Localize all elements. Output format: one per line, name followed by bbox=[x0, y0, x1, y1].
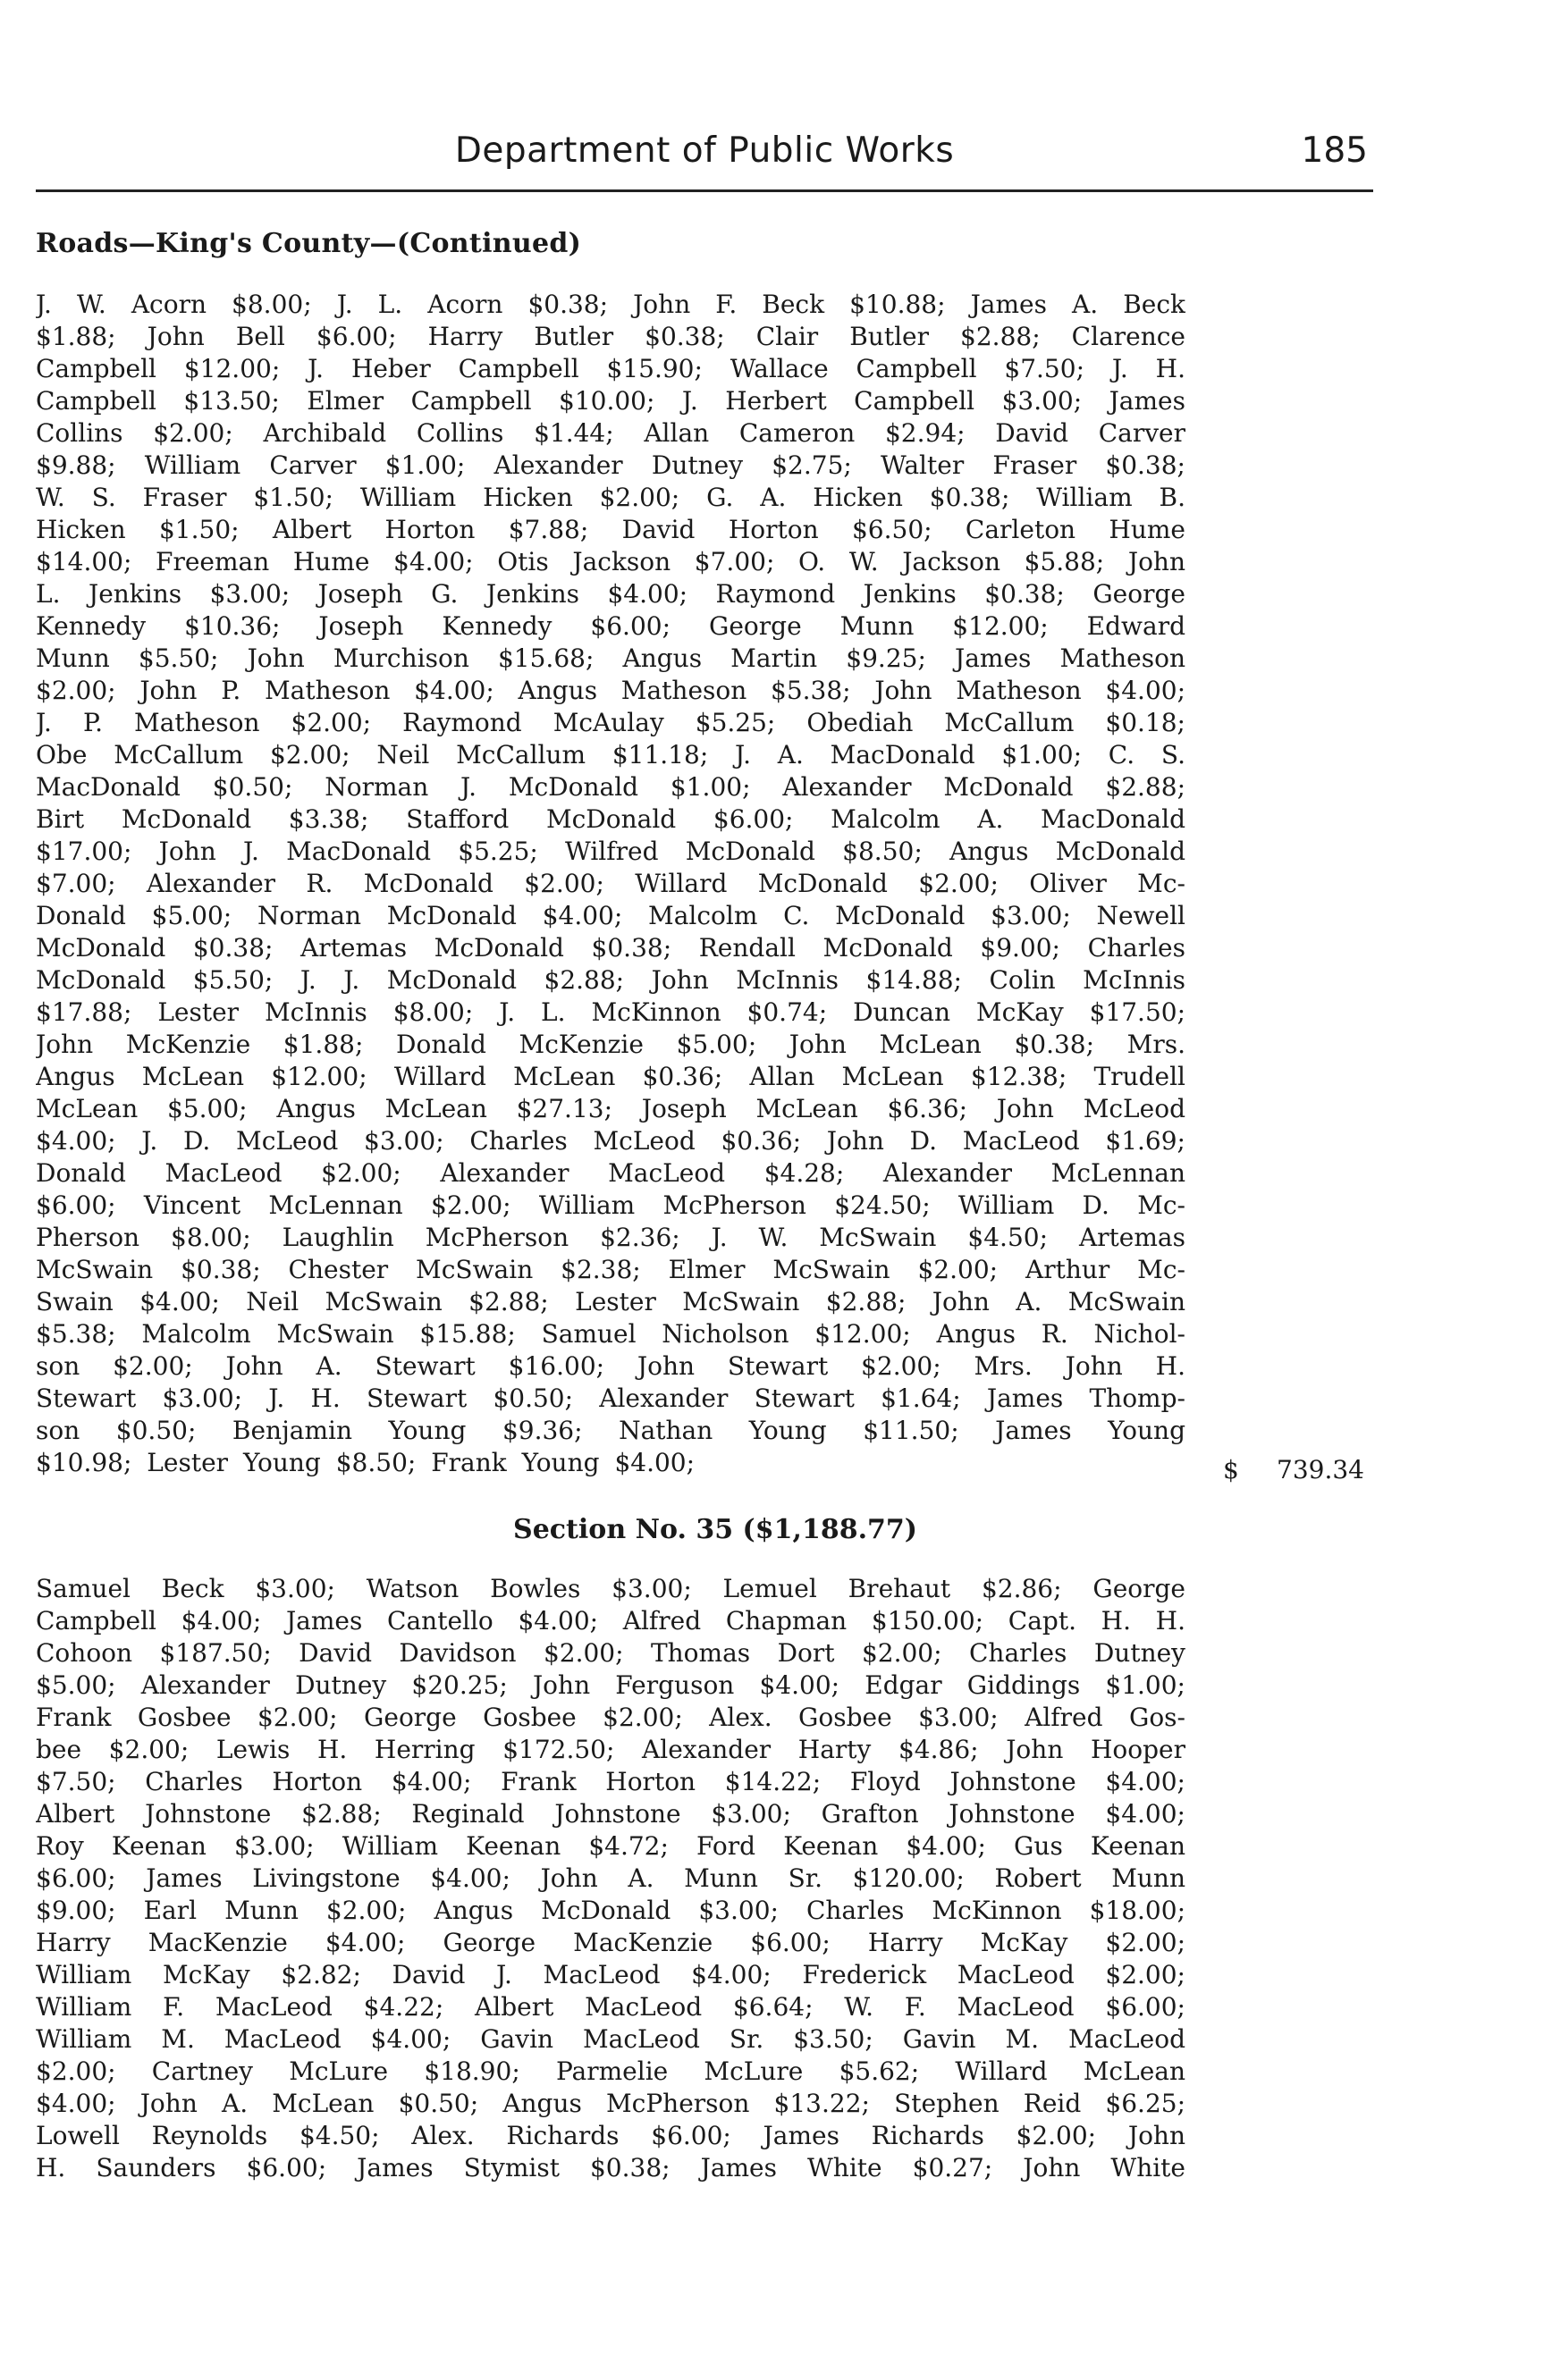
text-line: bee $2.00; Lewis H. Herring $172.50; Alexander Harty $4.86; John Hooper bbox=[36, 1735, 1185, 1764]
text-line: Campbell $12.00; J. Heber Campbell $15.90; Wallace Campbell $7.50; J. H. bbox=[36, 354, 1185, 383]
text-line: $17.88; Lester McInnis $8.00; J. L. McKinnon $0.74; Duncan McKay $17.50; bbox=[36, 997, 1185, 1027]
page-header bbox=[36, 125, 1373, 188]
section-body-kings-county bbox=[36, 289, 1185, 1479]
text-line: Cohoon $187.50; David Davidson $2.00; Thomas Dort $2.00; Charles Dutney bbox=[36, 1638, 1185, 1668]
text-line: L. Jenkins $3.00; Joseph G. Jenkins $4.00; Raymond Jenkins $0.38; George bbox=[36, 579, 1185, 609]
text-line: Campbell $13.50; Elmer Campbell $10.00; J. Herbert Campbell $3.00; James bbox=[36, 386, 1185, 416]
text-line: son $0.50; Benjamin Young $9.36; Nathan Young $11.50; James Young bbox=[36, 1416, 1185, 1445]
text-line: Harry MacKenzie $4.00; George MacKenzie $6.00; Harry McKay $2.00; bbox=[36, 1928, 1185, 1957]
text-line: $7.00; Alexander R. McDonald $2.00; Willard McDonald $2.00; Oliver Mc- bbox=[36, 869, 1185, 898]
text-line: $6.00; James Livingstone $4.00; John A. Munn Sr. $120.00; Robert Munn bbox=[36, 1863, 1185, 1893]
section-body-section-35 bbox=[36, 1573, 1185, 2184]
text-line: Lowell Reynolds $4.50; Alex. Richards $6.00; James Richards $2.00; John bbox=[36, 2121, 1185, 2150]
text-line: Albert Johnstone $2.88; Reginald Johnstone $3.00; Grafton Johnstone $4.00; bbox=[36, 1799, 1185, 1829]
text-line: Donald MacLeod $2.00; Alexander MacLeod $4.28; Alexander McLennan bbox=[36, 1158, 1185, 1188]
text-line: Birt McDonald $3.38; Stafford McDonald $6.00; Malcolm A. MacDonald bbox=[36, 804, 1185, 834]
text-line: McSwain $0.38; Chester McSwain $2.38; Elmer McSwain $2.00; Arthur Mc- bbox=[36, 1255, 1185, 1284]
text-line: Munn $5.50; John Murchison $15.68; Angus Martin $9.25; James Matheson bbox=[36, 643, 1185, 673]
text-line: $1.88; John Bell $6.00; Harry Butler $0.38; Clair Butler $2.88; Clarence bbox=[36, 322, 1185, 351]
text-line: Pherson $8.00; Laughlin McPherson $2.36; J. W. McSwain $4.50; Artemas bbox=[36, 1223, 1185, 1252]
text-line: $6.00; Vincent McLennan $2.00; William McPherson $24.50; William D. Mc- bbox=[36, 1190, 1185, 1220]
text-line: $4.00; J. D. McLeod $3.00; Charles McLeod $0.36; John D. MacLeod $1.69; bbox=[36, 1126, 1185, 1156]
text-line: McDonald $0.38; Artemas McDonald $0.38; Rendall McDonald $9.00; Charles bbox=[36, 933, 1185, 963]
total-dollar-sign: $ bbox=[1223, 1455, 1239, 1484]
text-line: $14.00; Freeman Hume $4.00; Otis Jackson $7.00; O. W. Jackson $5.88; John bbox=[36, 547, 1185, 576]
text-line: William M. MacLeod $4.00; Gavin MacLeod Sr. $3.50; Gavin M. MacLeod bbox=[36, 2024, 1185, 2054]
text-line: J. W. Acorn $8.00; J. L. Acorn $0.38; John F. Beck $10.88; James A. Beck bbox=[36, 290, 1185, 319]
text-line: Kennedy $10.36; Joseph Kennedy $6.00; George Munn $12.00; Edward bbox=[36, 611, 1185, 641]
text-line: Frank Gosbee $2.00; George Gosbee $2.00; Alex. Gosbee $3.00; Alfred Gos- bbox=[36, 1703, 1185, 1732]
text-line: McDonald $5.50; J. J. McDonald $2.88; John McInnis $14.88; Colin McInnis bbox=[36, 965, 1185, 995]
section-total-amount: 739.34 bbox=[1277, 1455, 1364, 1484]
text-line: $9.00; Earl Munn $2.00; Angus McDonald $3.00; Charles McKinnon $18.00; bbox=[36, 1896, 1185, 1925]
text-line: W. S. Fraser $1.50; William Hicken $2.00; G. A. Hicken $0.38; William B. bbox=[36, 483, 1185, 512]
text-line: Donald $5.00; Norman McDonald $4.00; Malcolm C. McDonald $3.00; Newell bbox=[36, 901, 1185, 930]
text-line: MacDonald $0.50; Norman J. McDonald $1.00; Alexander McDonald $2.88; bbox=[36, 772, 1185, 802]
section-heading-kings-county: Roads—King's County—(Continued) bbox=[36, 228, 582, 259]
text-line: $5.38; Malcolm McSwain $15.88; Samuel Nicholson $12.00; Angus R. Nichol- bbox=[36, 1319, 1185, 1349]
text-line: William McKay $2.82; David J. MacLeod $4.00; Frederick MacLeod $2.00; bbox=[36, 1960, 1185, 1989]
header-rule bbox=[36, 189, 1373, 192]
text-line: Stewart $3.00; J. H. Stewart $0.50; Alexander Stewart $1.64; James Thomp- bbox=[36, 1383, 1185, 1413]
text-line: Collins $2.00; Archibald Collins $1.44; Allan Cameron $2.94; David Carver bbox=[36, 418, 1185, 448]
text-line: $4.00; John A. McLean $0.50; Angus McPherson $13.22; Stephen Reid $6.25; bbox=[36, 2089, 1185, 2118]
page-number: 185 bbox=[1301, 130, 1368, 171]
text-line: Angus McLean $12.00; Willard McLean $0.36; Allan McLean $12.38; Trudell bbox=[36, 1062, 1185, 1091]
text-line: $2.00; Cartney McLure $18.90; Parmelie McLure $5.62; Willard McLean bbox=[36, 2056, 1185, 2086]
text-line: John McKenzie $1.88; Donald McKenzie $5.00; John McLean $0.38; Mrs. bbox=[36, 1030, 1185, 1059]
text-line: $10.98; Lester Young $8.50; Frank Young $4.00; bbox=[36, 1448, 696, 1477]
text-line: William F. MacLeod $4.22; Albert MacLeod $6.64; W. F. MacLeod $6.00; bbox=[36, 1992, 1185, 2022]
text-line: Campbell $4.00; James Cantello $4.00; Alfred Chapman $150.00; Capt. H. H. bbox=[36, 1606, 1185, 1636]
text-line: $9.88; William Carver $1.00; Alexander Dutney $2.75; Walter Fraser $0.38; bbox=[36, 450, 1185, 480]
text-line: H. Saunders $6.00; James Stymist $0.38; James White $0.27; John White bbox=[36, 2153, 1185, 2182]
text-line: Hicken $1.50; Albert Horton $7.88; David Horton $6.50; Carleton Hume bbox=[36, 515, 1185, 544]
text-line: $2.00; John P. Matheson $4.00; Angus Matheson $5.38; John Matheson $4.00; bbox=[36, 676, 1185, 705]
section-heading-section-35: Section No. 35 ($1,188.77) bbox=[513, 1514, 917, 1545]
page-title: Department of Public Works bbox=[454, 130, 955, 171]
text-line: son $2.00; John A. Stewart $16.00; John Stewart $2.00; Mrs. John H. bbox=[36, 1351, 1185, 1381]
text-line: J. P. Matheson $2.00; Raymond McAulay $5.25; Obediah McCallum $0.18; bbox=[36, 708, 1185, 737]
text-line: Swain $4.00; Neil McSwain $2.88; Lester McSwain $2.88; John A. McSwain bbox=[36, 1287, 1185, 1316]
text-line: Roy Keenan $3.00; William Keenan $4.72; Ford Keenan $4.00; Gus Keenan bbox=[36, 1831, 1185, 1861]
text-line: McLean $5.00; Angus McLean $27.13; Joseph McLean $6.36; John McLeod bbox=[36, 1094, 1185, 1123]
text-line: $5.00; Alexander Dutney $20.25; John Ferguson $4.00; Edgar Giddings $1.00; bbox=[36, 1670, 1185, 1700]
text-line: $7.50; Charles Horton $4.00; Frank Horton $14.22; Floyd Johnstone $4.00; bbox=[36, 1767, 1185, 1796]
text-line: $17.00; John J. MacDonald $5.25; Wilfred McDonald $8.50; Angus McDonald bbox=[36, 837, 1185, 866]
text-line: Obe McCallum $2.00; Neil McCallum $11.18; J. A. MacDonald $1.00; C. S. bbox=[36, 740, 1185, 770]
text-line: Samuel Beck $3.00; Watson Bowles $3.00; Lemuel Brehaut $2.86; George bbox=[36, 1574, 1185, 1603]
